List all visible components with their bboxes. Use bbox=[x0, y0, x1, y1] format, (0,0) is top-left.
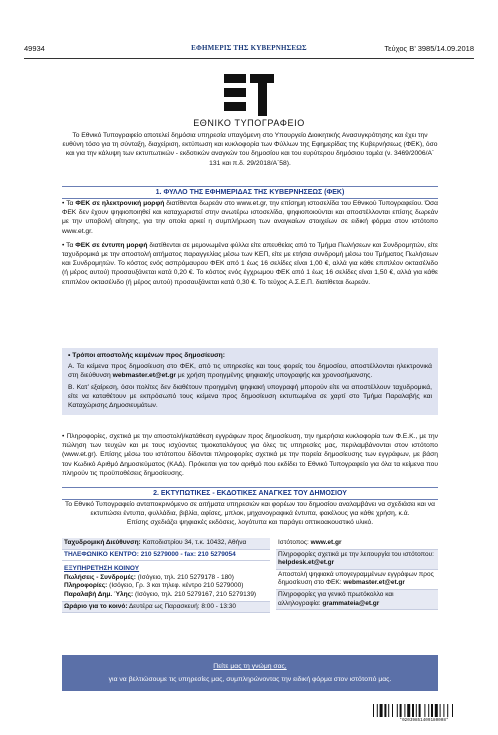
contacts-right-column bbox=[276, 538, 438, 610]
submission-option-a: Α. Τα κείμενα προς δημοσίευση στο ΦΕΚ, από τις υπηρεσίες και τους φορείς του δημοσίου, αποστέλλονται ηλεκτρονικά στη διεύθυνση webmaster.et@et.gr με χρήση προηγμένης ψηφιακής υπογραφής και χρονοσήμανσης. bbox=[68, 363, 432, 380]
feedback-text: για να βελτιώσουμε τις υπηρεσίες μας, συμπληρώνοντας την ειδική φόρμα στον ιστότοπό μας. bbox=[108, 676, 392, 683]
barcode-bar bbox=[400, 704, 402, 717]
info-paragraph: • Πληροφορίες, σχετικά με την αποστολή/κατάθεση εγγράφων προς δημοσίευση, την ημερήσια κυκλοφορία των Φ.Ε.Κ., με την πώληση των τευχών και με τους ισχύοντες τιμοκαταλόγους για όλες τις υπηρεσίες μας, περιλαμβάνονται στον ιστότοπο (www.et.gr). Επίσης μέσω του ιστότοπου δίδονται πληροφορίες σχετικά με την πορεία δημοσίευσης των εγγράφων, με βάση τον Κωδικό Αριθμό Δημοσιεύματος (ΚΑΔ). Πρόκειται για τον αριθμό που εκδίδει το Εθνικό Τυπογραφείο για όλα τα κείμενα που πληρούν τις προϋποθέσεις δημοσίευσης. bbox=[62, 433, 438, 477]
website-line: Ιστότοπος: www.et.gr bbox=[276, 538, 438, 550]
barcode-bar bbox=[431, 704, 433, 717]
barcode-bar bbox=[384, 704, 386, 717]
barcode-bar bbox=[404, 704, 405, 717]
receipt-line: Παραλαβή Δημ. Ύλης: (Ισόγειο, τηλ. 210 5279167, 210 5279139) bbox=[64, 590, 257, 598]
page-number: 49934 bbox=[24, 44, 45, 53]
public-service-heading: ΕΞΥΠΗΡΕΤΗΣΗ ΚΟΙΝΟΥ bbox=[64, 565, 140, 573]
helpdesk-email[interactable]: helpdesk.et@et.gr bbox=[278, 559, 335, 567]
contacts-left-column bbox=[62, 538, 270, 613]
barcode-bar bbox=[380, 704, 383, 717]
barcode-bar bbox=[407, 704, 410, 717]
feedback-banner bbox=[62, 655, 438, 691]
contacts-table bbox=[62, 538, 438, 648]
barcode-bar bbox=[440, 704, 441, 717]
webmaster-email[interactable]: webmaster.et@et.gr bbox=[112, 372, 177, 380]
info-line: Πληροφορίες: (Ισόγειο, Γρ. 3 και τηλεφ. κέντρο 210 5279000) bbox=[64, 582, 244, 590]
submission-box bbox=[62, 348, 438, 415]
gazette-title: ΕΦΗΜΕΡΙΣ ΤΗΣ ΚΥΒΕΡΝΗΣΕΩΣ bbox=[191, 44, 307, 52]
website-link[interactable]: www.et.gr bbox=[310, 539, 342, 546]
submission-heading: • Τρόποι αποστολής κειμένων προς δημοσίευση: bbox=[68, 352, 225, 359]
section-2-title: 2. ΕΚΤΥΠΩΤΙΚΕΣ - ΕΚΔΟΤΙΚΕΣ ΑΝΑΓΚΕΣ ΤΟΥ ΔΗΜΟΣΙΟΥ bbox=[62, 487, 438, 500]
section-1-title: 1. ΦΥΛΛΟ ΤΗΣ ΕΦΗΜΕΡΙΔΑΣ ΤΗΣ ΚΥΒΕΡΝΗΣΕΩΣ (ΦΕΚ) bbox=[62, 186, 438, 199]
page-header bbox=[24, 44, 474, 56]
opening-hours: Ωράριο για το κοινό: Δευτέρα ως Παρασκευή: 8:00 - 13:30 bbox=[62, 602, 270, 614]
public-service-block bbox=[62, 561, 270, 601]
barcode-bars bbox=[372, 704, 476, 717]
issue-number: Τεύχος Β’ 3985/14.09.2018 bbox=[384, 44, 474, 53]
print-feks-paragraph: • Τα ΦΕΚ σε έντυπη μορφή διατίθενται σε μεμονωμένα φύλλα είτε απευθείας από το Τμήμα Πωλήσεων και Συνδρομητών, είτε ταχυδρομικά με την αποστολή αιτήματος παραγγελίας μέσω των ΚΕΠ, είτε με ετήσια συνδρομή μέσω του Τμήματος Πωλήσεων και Συνδρομητών. Το κόστος ενός ασπρόμαυρου ΦΕΚ από 1 έως 16 σελίδες είναι 1,00 €, αλλά για κάθε επιπλέον οκτασέλιδο (ή μέρος αυτού) προσαυξάνεται κατά 0,20 €. Το κόστος ενός έγχρωμου ΦΕΚ από 1 έως 16 σελίδες είναι 1,50 €, αλλά για κάθε επιπλέον οκτασέλιδο (ή μέρος αυτού) προσαυξάνεται κατά 0,30 €. Το τεύχος Α.Σ.Ε.Π. διατίθεται δωρεάν. bbox=[62, 241, 438, 286]
sales-line: Πωλήσεις - Συνδρομές: (Ισόγειο, τηλ. 210 5279178 - 180) bbox=[64, 573, 234, 581]
barcode bbox=[372, 704, 476, 722]
barcode-bar bbox=[428, 704, 429, 717]
barcode-bar bbox=[435, 704, 438, 717]
signed-docs-line: Αποστολή ψηφιακά υπογεγραμμένων εγγράφων προς δημοσίευση στο ΦΕΚ: webmaster.et@et.gr bbox=[276, 570, 438, 590]
barcode-bar bbox=[392, 704, 393, 717]
barcode-bar bbox=[416, 704, 417, 717]
helpdesk-line: Πληροφορίες σχετικά με την λειτουργία του ιστότοπου: helpdesk.et@et.gr bbox=[276, 550, 438, 570]
electronic-feks-paragraph: • Τα ΦΕΚ σε ηλεκτρονική μορφή διατίθενται δωρεάν στο www.et.gr, την επίσημη ιστοσελίδα του Εθνικού Τυπογραφείου. Όσα ΦΕΚ δεν έχουν ψηφιοποιηθεί και καταχωριστεί στην ανωτέρω ιστοσελίδα, ψηφιοποιούνται και αποστέλλονται επίσης δωρεάν με την υποβολή αίτησης, για την οποία αρκεί η συμπλήρωση των αναγκαίων στοιχείων σε ειδική φόρμα στον ιστότοπο www.et.gr. bbox=[62, 200, 439, 235]
section-2-body: Το Εθνικό Τυπογραφείο ανταποκρινόμενο σε αιτήματα υπηρεσιών και φορέων του δημοσίου αναλαμβάνει να σχεδιάσει και να εκτυπώσει έντυπα, φυλλάδια, βιβλία, αφίσες, μπλοκ, μηχανογραφικά έντυπα, φακέλους για κάθε χρήση, κ.ά. Επίσης σχεδιάζει ψηφιακές εκδόσεις, λογότυπα και παράγει οπτικοακουστικό υλικό. bbox=[65, 501, 435, 527]
intro-paragraph: Το Εθνικό Τυπογραφείο αποτελεί δημόσια υπηρεσία υπαγόμενη στο Υπουργείο Διοικητικής Ανασυγκρότησης και έχει την ευθύνη τόσο για τη σύνταξη, διαχείριση, εκτύπωση και κυκλοφορία των Φύλλων της Εφημερίδας της Κυβερνήσεως (ΦΕΚ), όσο και για την κάλυψη των εκτυπωτικών - εκδοτικών αναγκών του δημοσίου και του ευρύτερου δημόσιου τομέα (ν. 3469/2006/Α΄ 131 και π.δ. 29/2018/Α΄58). bbox=[62, 132, 438, 167]
barcode-bar bbox=[452, 704, 453, 717]
national-printing-office-logo bbox=[222, 74, 276, 116]
feedback-link[interactable]: Πείτε μας τη γνώμη σας, bbox=[213, 663, 287, 670]
barcode-bar bbox=[373, 704, 374, 717]
header-divider bbox=[24, 58, 474, 59]
barcode-number: *02039851409180008* bbox=[399, 718, 449, 723]
phone-center: ΤΗΛΕΦΩΝΙΚΟ ΚΕΝΤΡΟ: 210 5279000 - fax: 210 5279054 bbox=[62, 550, 270, 562]
submission-option-b: Β. Κατ’ εξαίρεση, όσοι πολίτες δεν διαθέτουν προηγμένη ψηφιακή υπογραφή μπορούν είτε να αποστέλλουν ταχυδρομικά, είτε να καταθέτουν με εκπρόσωπό τους κείμενα προς δημοσίευση εκτυπωμένα σε χαρτί στο Τμήμα Παραλαβής και Καταχώρισης Δημοσιευμάτων. bbox=[68, 383, 432, 410]
signed-docs-email[interactable]: webmaster.et@et.gr bbox=[343, 579, 405, 587]
barcode-bar bbox=[377, 704, 378, 717]
section-1-body bbox=[62, 199, 438, 287]
barcode-bar bbox=[397, 704, 398, 717]
barcode-bar bbox=[424, 704, 425, 717]
org-name: ΕΘΝΙΚΟ ΤΥΠΟΓΡΑΦΕΙΟ bbox=[193, 118, 305, 128]
correspondence-line: Πληροφορίες για γενικό πρωτόκολλο και αλληλογραφία: grammateia@et.gr bbox=[276, 590, 438, 610]
correspondence-email[interactable]: grammateia@et.gr bbox=[322, 599, 380, 607]
barcode-bar bbox=[388, 704, 389, 717]
postal-address: Ταχυδρομική Διεύθυνση: Καποδιστρίου 34, τ.κ. 10432, Αθήνα bbox=[62, 538, 270, 550]
barcode-bar bbox=[443, 704, 444, 717]
barcode-bar bbox=[447, 704, 448, 717]
barcode-bar bbox=[412, 704, 414, 717]
barcode-bar bbox=[419, 704, 421, 717]
